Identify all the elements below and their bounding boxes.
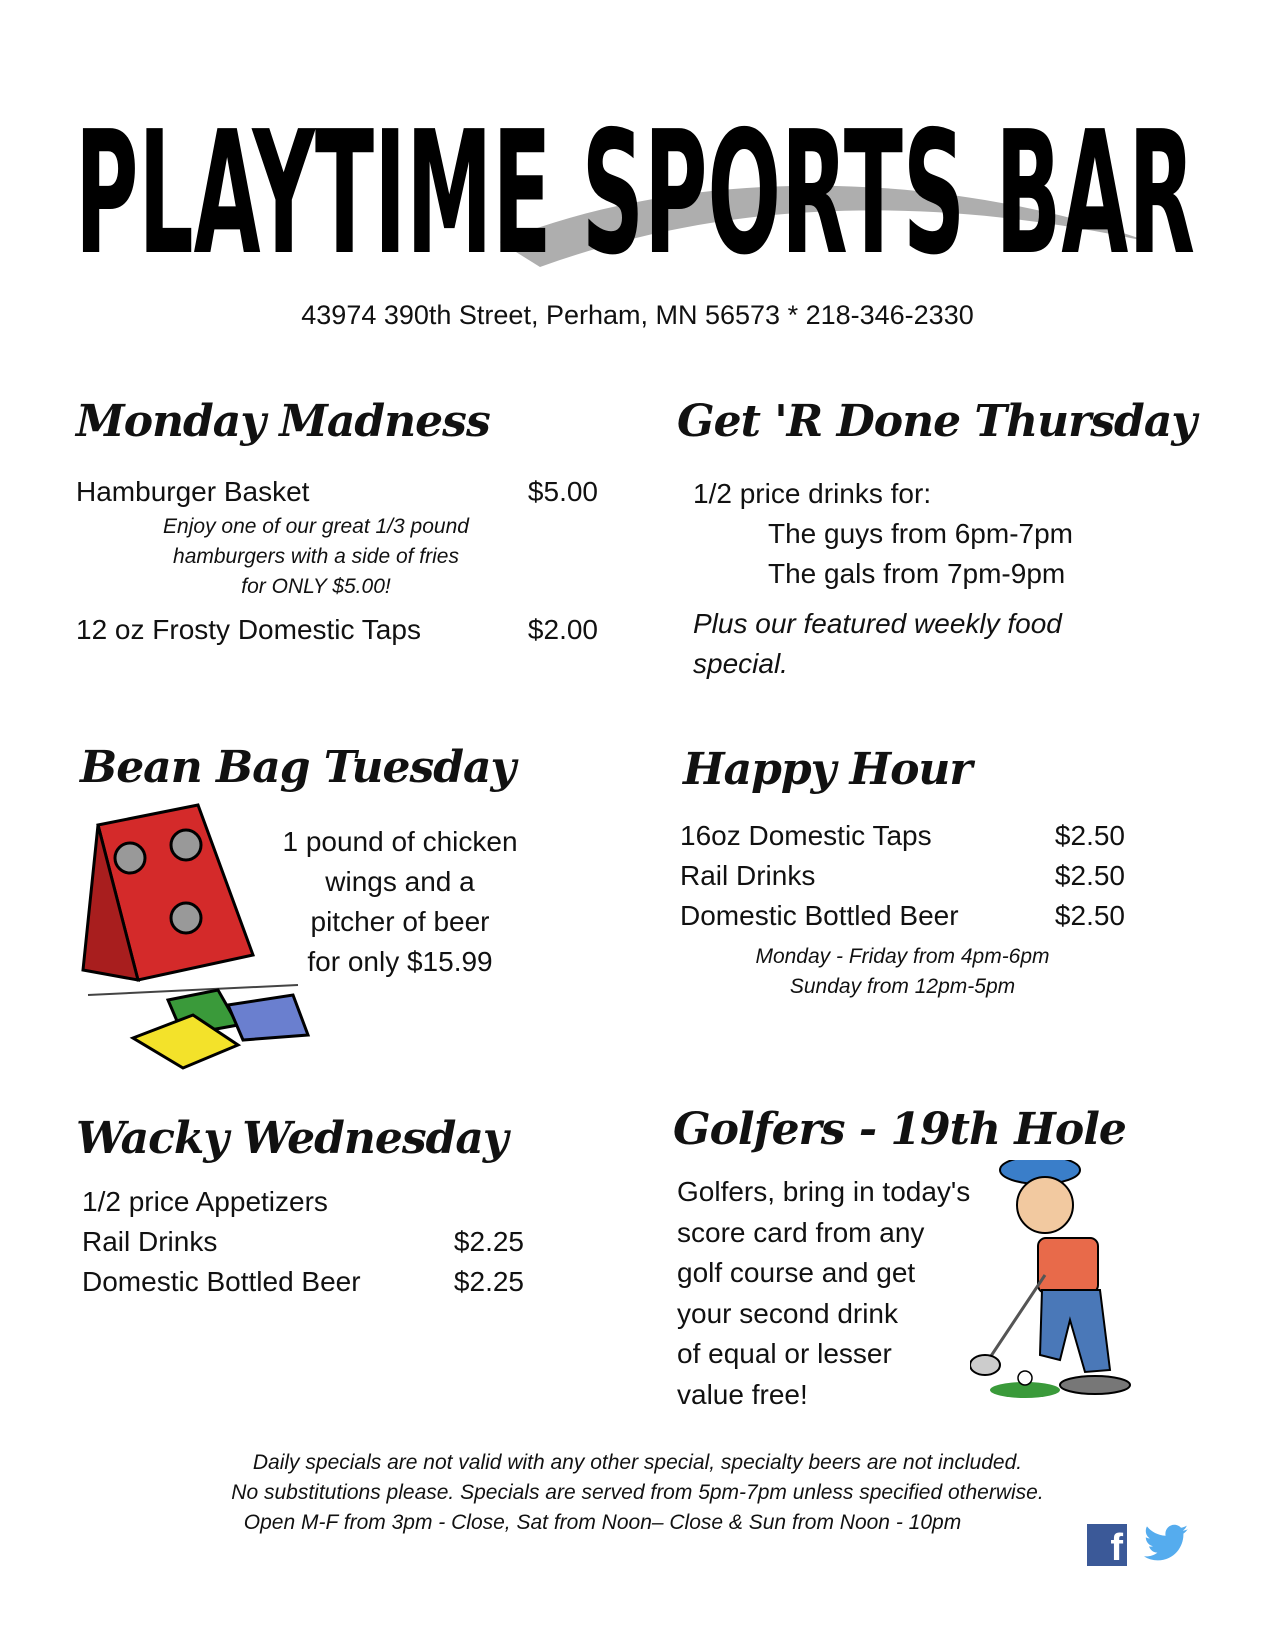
menu-item	[82, 1222, 524, 1262]
golfers-section	[677, 1172, 970, 1415]
happy-hour-section	[680, 816, 1125, 1002]
golfer-cartoon-icon	[970, 1160, 1165, 1405]
golfers-heading: Golfers - 19th Hole	[673, 1104, 1126, 1155]
wednesday-intro: 1/2 price Appetizers	[82, 1186, 328, 1217]
menu-item	[680, 816, 1125, 856]
item-price: $2.50	[1054, 860, 1125, 891]
happy-hour-times	[680, 942, 1125, 1002]
thursday-extra: special.	[693, 648, 788, 679]
menu-item	[76, 610, 598, 650]
item-name: 12 oz Frosty Domestic Taps	[76, 614, 421, 645]
note-line: hamburgers with a side of fries	[173, 545, 459, 568]
tuesday-line: pitcher of beer	[310, 906, 490, 937]
menu-item	[82, 1262, 524, 1302]
item-name: Domestic Bottled Beer	[680, 900, 959, 931]
item-name: Rail Drinks	[680, 860, 816, 891]
bar-logo-title	[70, 92, 1200, 282]
footer-line: Open M-F from 3pm - Close, Sat from Noon– Close & Sun from Noon - 10pm	[243, 1511, 962, 1534]
golfers-line: of equal or lesser	[677, 1338, 892, 1369]
tuesday-section	[255, 822, 545, 982]
footer-notes	[0, 1448, 1275, 1538]
monday-note	[96, 512, 536, 602]
item-price: $2.50	[1054, 820, 1125, 851]
item-name: Hamburger Basket	[76, 476, 310, 507]
twitter-icon[interactable]	[1140, 1520, 1192, 1568]
wednesday-heading: Wacky Wednesday	[76, 1113, 508, 1164]
item-name: 16oz Domestic Taps	[680, 820, 932, 851]
wednesday-section	[82, 1182, 524, 1302]
tuesday-line: 1 pound of chicken	[282, 826, 518, 857]
golfers-line: value free!	[677, 1378, 808, 1410]
tuesday-heading: Bean Bag Tuesday	[80, 742, 516, 793]
tuesday-line: wings and a	[325, 866, 475, 897]
title-text: PLAYTIME SPORTS BAR	[75, 95, 1195, 282]
golfers-line: golf course and get	[677, 1257, 916, 1288]
note-line: for ONLY $5.00!	[241, 575, 391, 598]
facebook-icon[interactable]: f	[1087, 1524, 1127, 1566]
thursday-line: The guys from 6pm-7pm	[768, 518, 1073, 549]
happy-hour-heading: Happy Hour	[683, 744, 972, 795]
thursday-intro: 1/2 price drinks for:	[693, 478, 932, 509]
monday-heading: Monday Madness	[76, 396, 490, 447]
item-price: $2.25	[453, 1226, 524, 1257]
thursday-line: The gals from 7pm-9pm	[768, 558, 1066, 589]
menu-item	[680, 856, 1125, 896]
thursday-section	[693, 474, 1073, 684]
item-price: $2.50	[1054, 900, 1125, 931]
thursday-heading: Get 'R Done Thursday	[677, 396, 1196, 447]
footer-line: Daily specials are not valid with any other special, specialty beers are not included.	[252, 1451, 1023, 1474]
item-price: $5.00	[527, 476, 598, 507]
time-line: Monday - Friday from 4pm-6pm	[755, 945, 1050, 968]
time-line: Sunday from 12pm-5pm	[789, 975, 1016, 998]
golfers-line: score card from any	[677, 1216, 925, 1248]
monday-section	[76, 472, 598, 650]
golfers-line: your second drink	[677, 1297, 899, 1329]
golfers-line: Golfers, bring in today's	[677, 1176, 971, 1207]
address: 43974 390th Street, Perham, MN 56573 * 218-346-2330	[301, 300, 974, 330]
footer-line: No substitutions please. Specials are served from 5pm-7pm unless specified otherwise.	[231, 1481, 1044, 1504]
item-price: $2.25	[453, 1266, 524, 1297]
menu-item	[76, 472, 598, 512]
item-name: Rail Drinks	[82, 1226, 218, 1257]
item-name: Domestic Bottled Beer	[82, 1266, 361, 1297]
menu-item	[680, 896, 1125, 936]
note-line: Enjoy one of our great 1/3 pound	[163, 515, 469, 538]
thursday-extra: Plus our featured weekly food	[693, 608, 1062, 639]
item-price: $2.00	[527, 614, 598, 645]
tuesday-line: for only $15.99	[307, 946, 493, 977]
